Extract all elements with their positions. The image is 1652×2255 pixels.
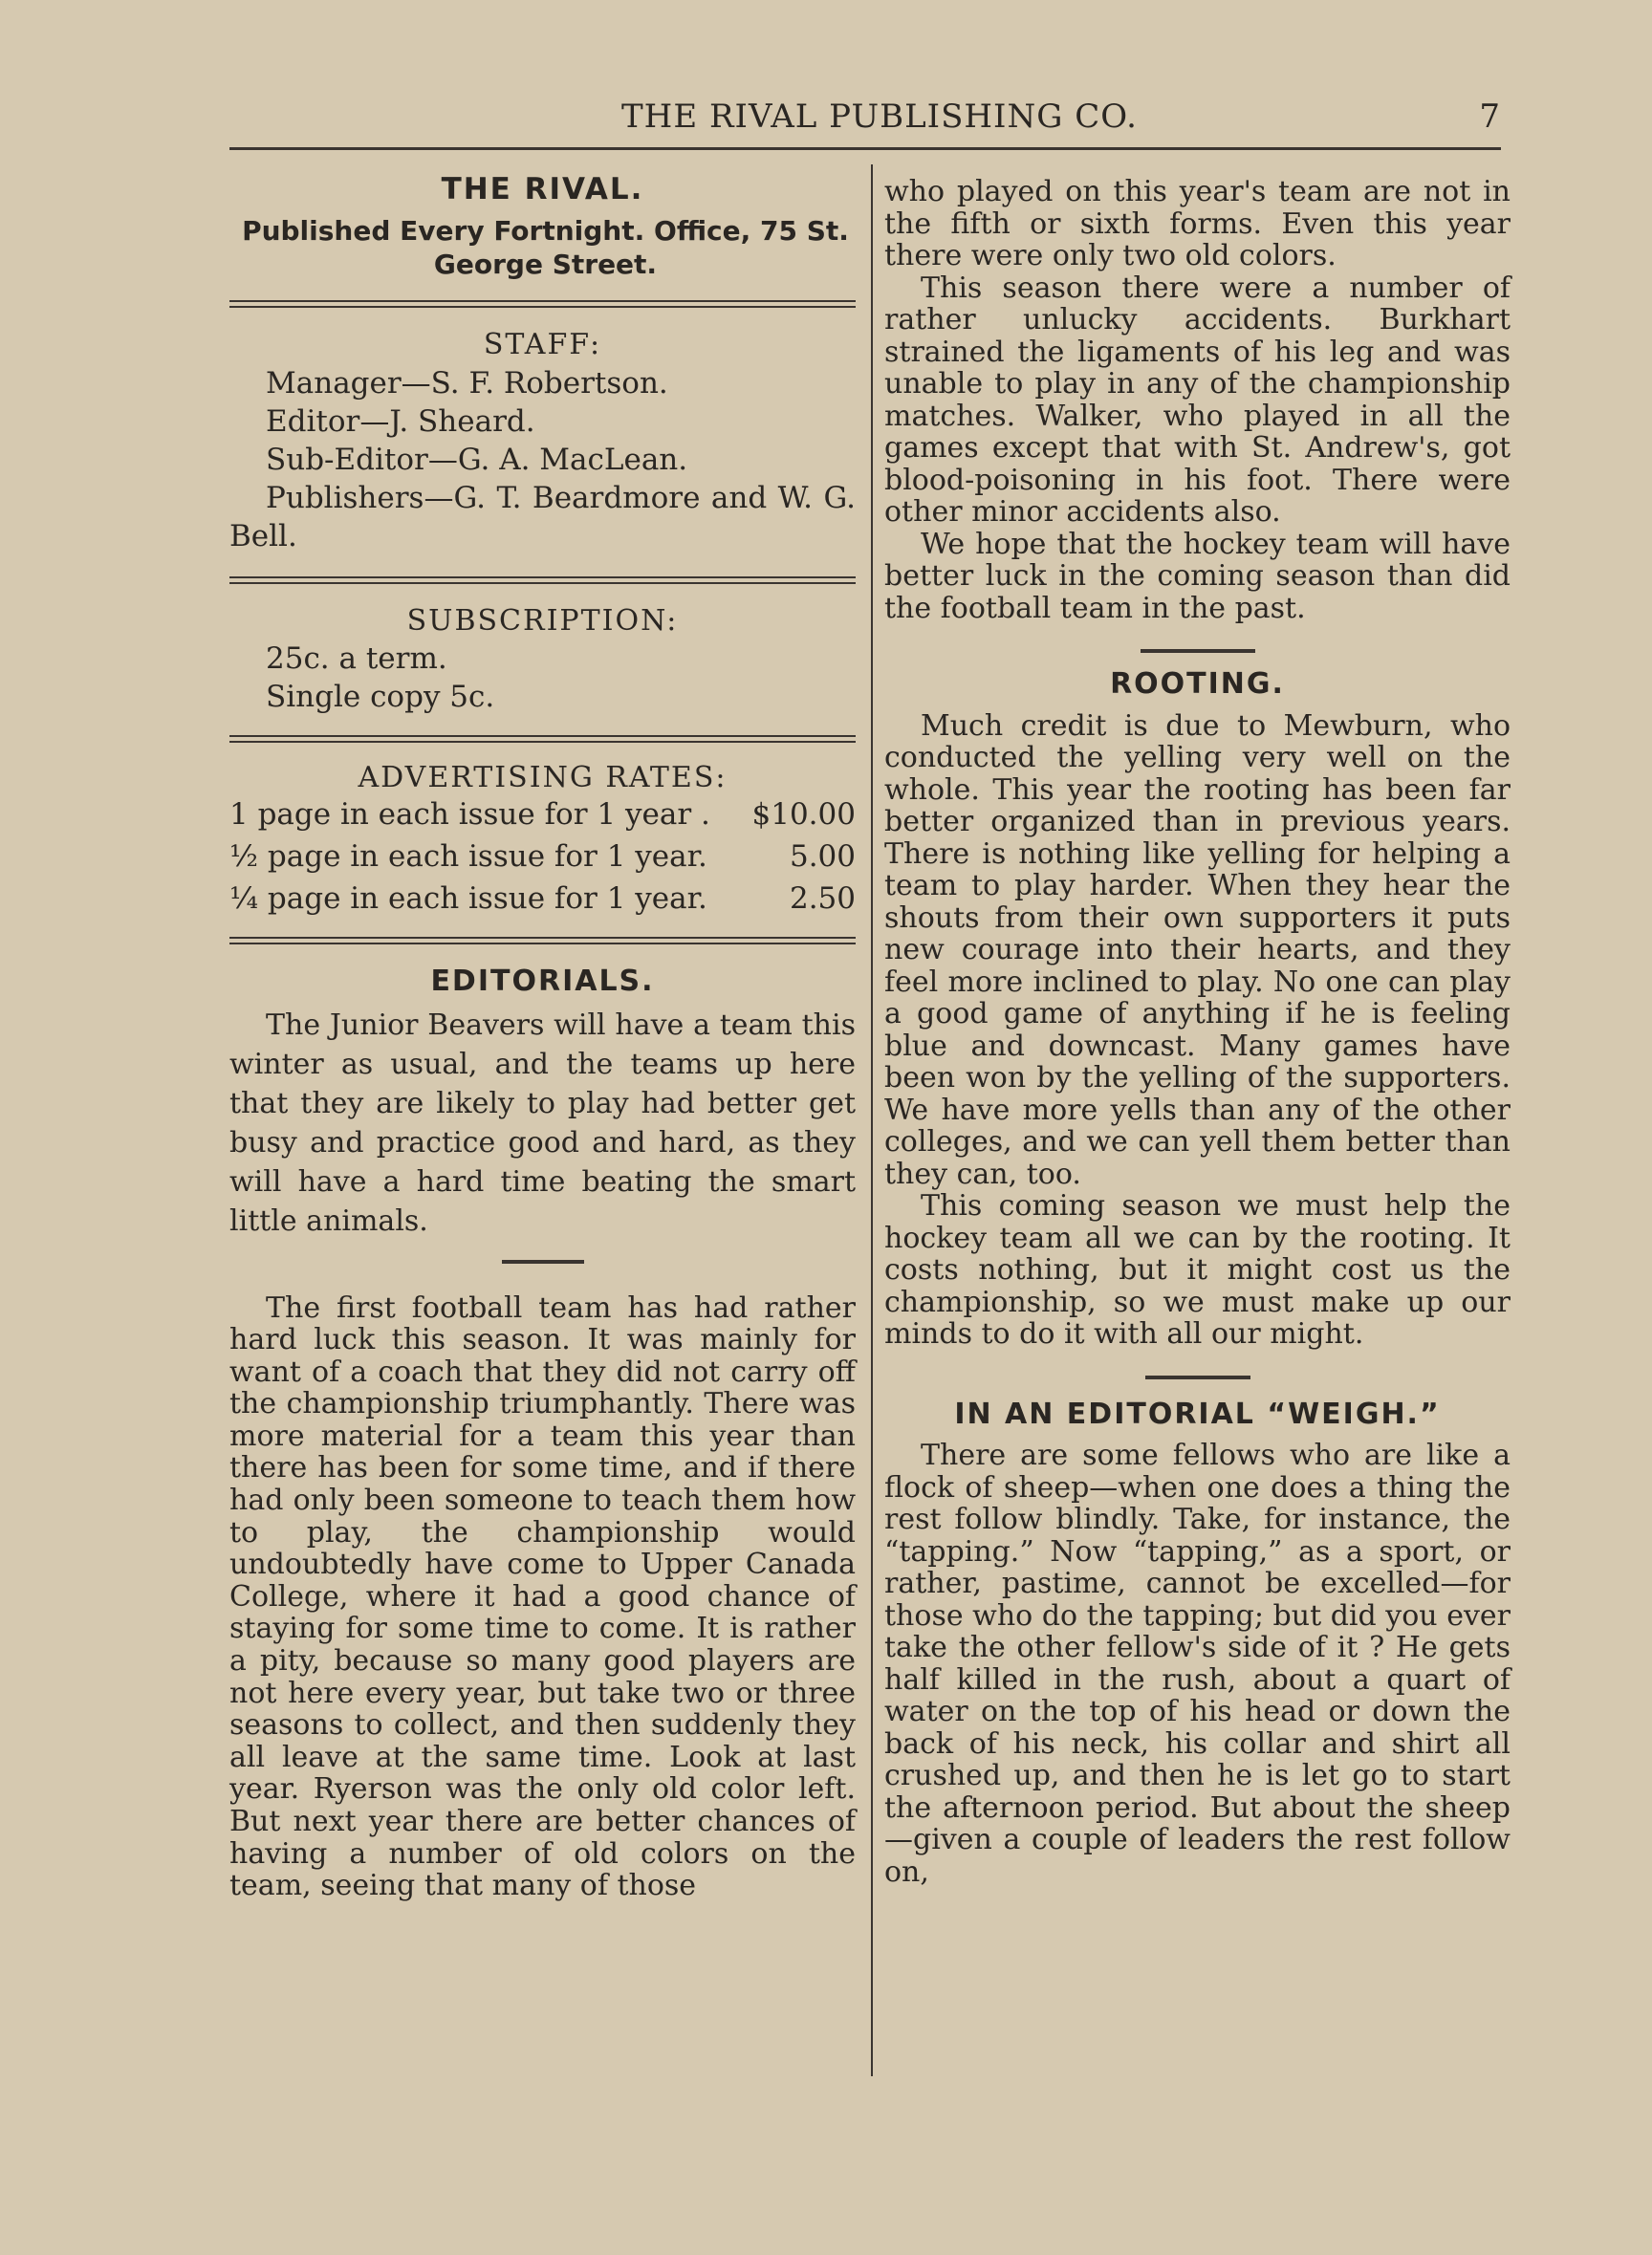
advertising-section [229, 762, 856, 919]
rate-label: ¼ page in each issue for 1 year. [229, 881, 707, 916]
masthead [229, 174, 856, 281]
continued-paragraph: who played on this year's team are not in the fifth or sixth forms. Even this year there were only two old colors. [884, 175, 1511, 272]
staff-manager: Manager—S. F. Robertson. [266, 366, 668, 401]
subscription-single: Single copy 5c. [266, 679, 495, 714]
staff-publishers: Publishers—G. T. Beardmore and W. G. Bell. [229, 481, 856, 553]
divider-rule [229, 300, 856, 308]
subscription-term: 25c. a term. [266, 640, 447, 676]
rate-price: $10.00 [751, 797, 856, 832]
staff-heading: STAFF: [483, 327, 602, 361]
rooting-heading: ROOTING. [1110, 667, 1285, 701]
rate-label: ½ page in each issue for 1 year. [229, 839, 707, 874]
rate-price: 2.50 [789, 881, 856, 916]
weigh-paragraph: There are some fellows who are like a flock of sheep—when one does a thing the rest follow blindly. Take, for instance, the “tapping.” Now “tapping,” as a sport, or rather, pastime, cannot be excelled—for those who do the tapping; but did you ever take the other fellow's side of it ? He gets half killed in the rush, about a quart of water on the top of his head or down the back of his neck, his collar and shirt all crushed up, and then he is let go to start the afternoon period. But about the sheep—given a couple of leaders the rest follow on, [884, 1439, 1511, 1889]
ornament-rule [1141, 649, 1255, 653]
ornament-rule [502, 1260, 584, 1264]
subscription-section [229, 605, 856, 716]
rate-label: 1 page in each issue for 1 year . [229, 797, 710, 832]
rate-row [229, 879, 856, 918]
editorials-section [229, 965, 856, 1902]
rate-row [229, 795, 856, 834]
rooting-section [884, 668, 1511, 1351]
editorials-paragraph: The Junior Beavers will have a team this winter as usual, and the teams up here that they are likely to play had better get busy and practice good and hard, as they will have a hard time beating the smart little animals. [229, 1008, 856, 1238]
subscription-heading: SUBSCRIPTION: [406, 604, 679, 638]
page-number: 7 [1479, 98, 1501, 136]
divider-rule [229, 576, 856, 584]
accidents-paragraph: This season there were a number of rather unlucky accidents. Burkhart strained the ligaments of his leg and was unable to play in any of the championship matches. Walker, who played in all the games except that with St. Andrew's, got blood-poisoning in his foot. There were other minor accidents also. [884, 271, 1511, 529]
staff-editor: Editor—J. Sheard. [266, 404, 535, 439]
masthead-name: THE RIVAL. [441, 172, 644, 206]
rooting-paragraph: This coming season we must help the hockey team all we can by the rooting. It costs nothing, but it might cost us the championship, so we must make up our minds to do it with all our might. [884, 1189, 1511, 1351]
rate-price: 5.00 [789, 839, 856, 874]
staff-sub-editor: Sub-Editor—G. A. MacLean. [266, 443, 688, 477]
ornament-rule [1145, 1376, 1250, 1379]
staff-section [229, 329, 856, 556]
right-column [884, 164, 1511, 1888]
header-rule [229, 147, 1501, 150]
masthead-info: Published Every Fortnight. Office, 75 St. George Street. [242, 214, 849, 280]
weigh-section [884, 1399, 1511, 1889]
rate-row [229, 837, 856, 876]
weigh-heading: IN AN EDITORIAL “WEIGH.” [954, 1397, 1441, 1431]
rooting-paragraph: Much credit is due to Mewburn, who conducted the yelling very well on the whole. This year the rooting has been far better organized than in previous years. There is nothing like yelling for helping a team to play harder. When they hear the shouts from their own supporters it puts new courage into their hearts, and they feel more inclined to play. No one can play a good game of anything if he is feeling blue and downcast. Many games have been won by the yelling of the supporters. We have more yells than any of the other colleges, and we can yell them better than they can, too. [884, 708, 1511, 1191]
running-title: THE RIVAL PUBLISHING CO. [621, 98, 1138, 136]
left-column [229, 164, 856, 1902]
running-header [229, 98, 1501, 141]
editorials-paragraph: The first football team has had rather hard luck this season. It was mainly for want of a coach that they did not carry off the championship triumphantly. There was more material for a team this year than there has been for some time, and if there had only been someone to teach them how to play, the championship would undoubtedly have come to Upper Canada College, where it had a good chance of staying for some time to come. It is rather a pity, because so many good players are not here every year, but take two or three seasons to collect, and then suddenly they all leave at the same time. Look at last year. Ryerson was the only old color left. But next year there are better chances of having a number of old colors on the team, seeing that many of those [229, 1290, 856, 1903]
divider-rule [229, 937, 856, 944]
editorials-heading: EDITORIALS. [430, 965, 655, 998]
divider-rule [229, 735, 856, 743]
column-divider [871, 164, 873, 2076]
advertising-heading: ADVERTISING RATES: [358, 760, 728, 794]
hope-paragraph: We hope that the hockey team will have better luck in the coming season than did the football team in the past. [884, 527, 1511, 625]
